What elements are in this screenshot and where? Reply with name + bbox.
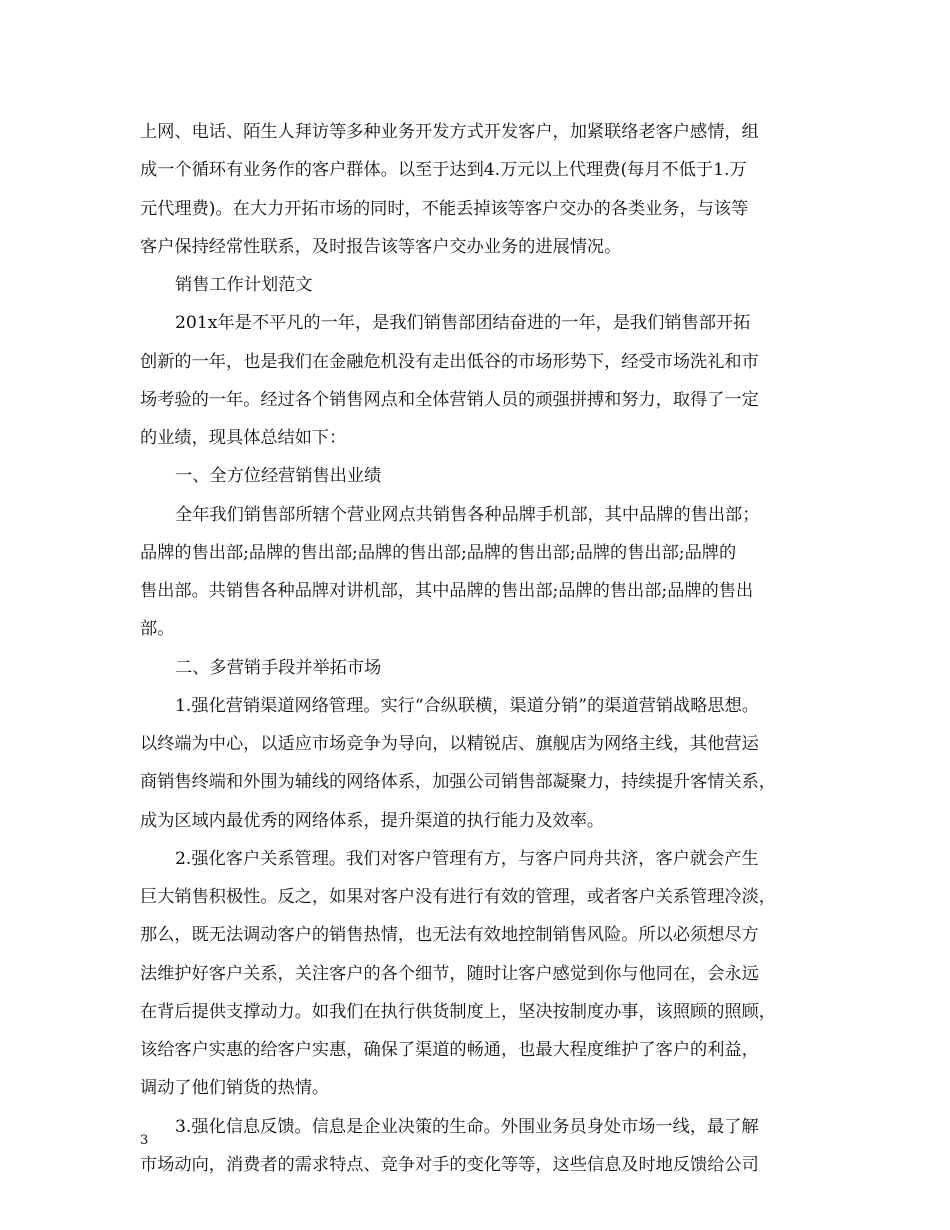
text-line: 该给客户实惠的给客户实惠，确保了渠道的畅通，也最大程度维护了客户的利益， (140, 1040, 759, 1060)
text-line: 上网、电话、陌生人拜访等多种业务开发方式开发客户，加紧联络老客户感情，组 (140, 122, 759, 142)
text-line: 品牌的售出部;品牌的售出部;品牌的售出部;品牌的售出部;品牌的售出部;品牌的 (140, 542, 737, 563)
text-line: 1.强化营销渠道网络管理。实行“合纵联横，渠道分销”的渠道营销战略思想。 (175, 695, 759, 716)
text-line: 元代理费)。在大力开拓市场的同时，不能丢掉该等客户交办的各类业务，与该等 (140, 198, 749, 219)
text-line: 创新的一年，也是我们在金融危机没有走出低谷的市场形势下，经受市场洗礼和市 (140, 351, 759, 372)
text-line: 一、全方位经营销售出业绩 (175, 466, 382, 487)
text-line: 成为区域内最优秀的网络体系，提升渠道的执行能力及效率。 (140, 810, 605, 831)
text-line: 销售工作计划范文 (175, 275, 313, 295)
text-line: 成一个循环有业务作的客户群体。以至于达到4.万元以上代理费(每月不低于1.万 (140, 160, 747, 181)
page-number: 3 (140, 1133, 149, 1148)
text-line: 场考验的一年。经过各个销售网点和全体营销人员的顽强拼搏和努力，取得了一定 (140, 389, 759, 410)
text-line: 部。 (140, 619, 175, 640)
text-line: 2.强化客户关系管理。我们对客户管理有方，与客户同舟共济，客户就会产生 (175, 848, 759, 869)
text-line: 法维护好客户关系，关注客户的各个细节，随时让客户感觉到你与他同在，会永远 (140, 963, 759, 984)
text-line: 市场动向，消费者的需求特点、竞争对手的变化等等，这些信息及时地反馈给公司 (140, 1154, 759, 1175)
text-line: 那么，既无法调动客户的销售热情，也无法有效地控制销售风险。所以必须想尽方 (140, 925, 759, 946)
text-line: 3.强化信息反馈。信息是企业决策的生命。外围业务员身处市场一线，最了解 (175, 1116, 759, 1137)
text-line: 以终端为中心，以适应市场竞争为导向，以精锐店、旗舰店为网络主线，其他营运 (140, 734, 759, 754)
text-line: 巨大销售积极性。反之，如果对客户没有进行有效的管理，或者客户关系管理冷淡， (140, 887, 776, 907)
text-line: 商销售终端和外围为辅线的网络体系，加强公司销售部凝聚力，持续提升客情关系， (140, 772, 776, 793)
text-line: 201x年是不平凡的一年，是我们销售部团结奋进的一年，是我们销售部开拓 (175, 313, 751, 334)
text-line: 客户保持经常性联系，及时报告该等客户交办业务的进展情况。 (140, 236, 622, 257)
text-line: 全年我们销售部所辖个营业网点共销售各种品牌手机部，其中品牌的售出部； (175, 504, 760, 525)
text-line: 在背后提供支撑动力。如我们在执行供货制度上，坚决按制度办事，该照顾的照顾， (140, 1001, 776, 1022)
document-body (140, 113, 820, 1184)
text-line: 售出部。共销售各种品牌对讲机部，其中品牌的售出部;品牌的售出部;品牌的售出 (140, 581, 754, 601)
text-line: 二、多营销手段并举拓市场 (175, 657, 382, 678)
text-line: 的业绩，现具体总结如下： (140, 428, 347, 448)
text-line: 调动了他们销货的热情。 (140, 1078, 330, 1099)
